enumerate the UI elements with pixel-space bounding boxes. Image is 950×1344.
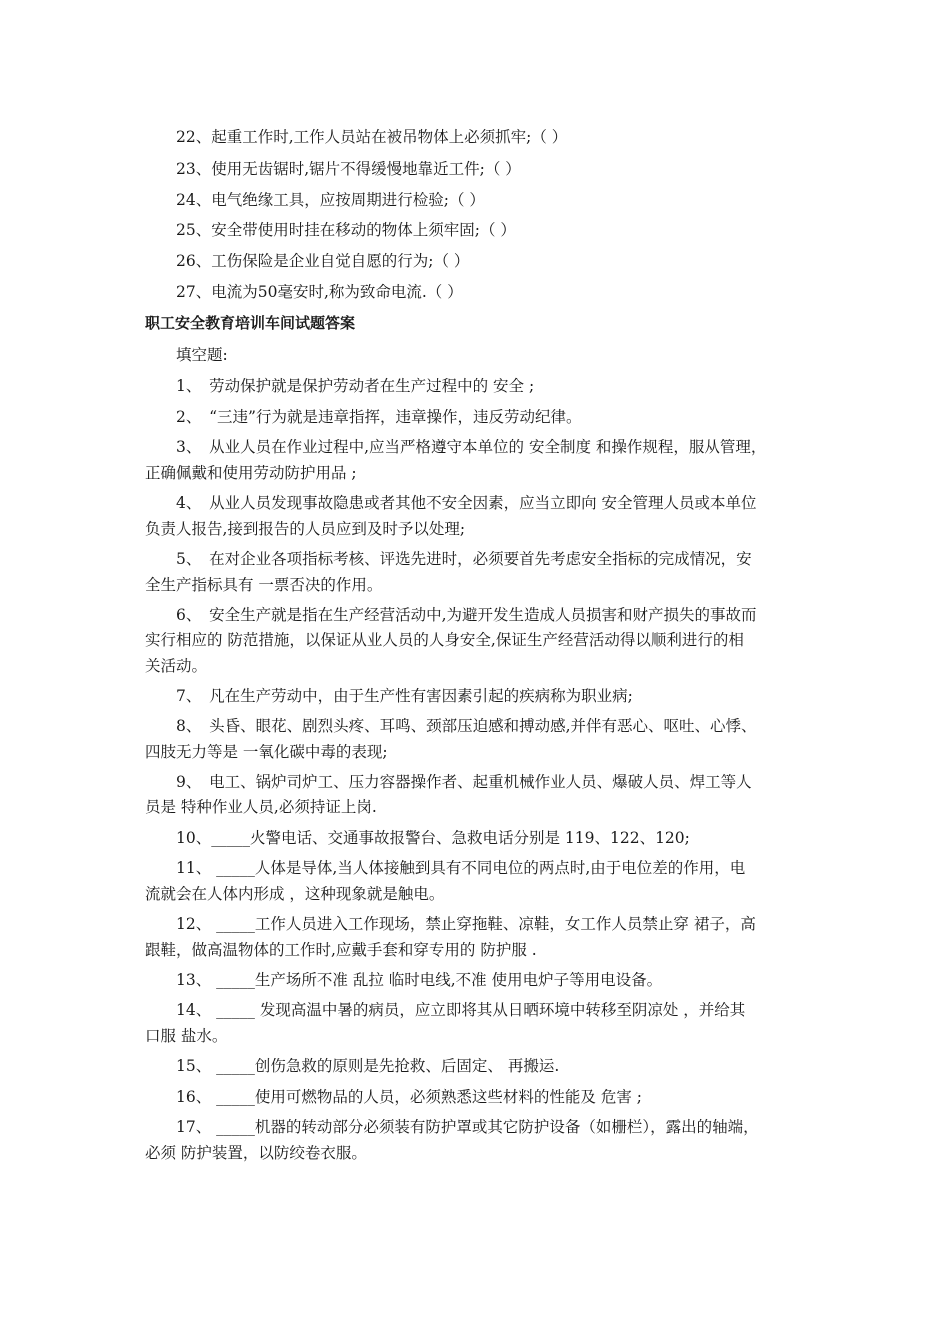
judge-item-25: 25、安全带使用时挂在移动的物体上须牢固;（ ） [176,221,516,239]
answer-5-cont: 全生产指标具有 一票否决的作用。 [145,576,383,594]
answer-2: 2、 “三违”行为就是违章指挥，违章操作，违反劳动纪律。 [176,408,582,426]
answer-5: 5、 在对企业各项指标考核、评选先进时，必须要首先考虑安全指标的完成情况，安 [176,550,752,568]
answer-3-cont: 正确佩戴和使用劳动防护用品 ; [145,464,357,482]
answer-4: 4、 从业人员发现事故隐患或者其他不安全因素，应当立即向 安全管理人员或本单位 [176,494,757,512]
answer-3: 3、 从业人员在作业过程中,应当严格遵守本单位的 安全制度 和操作规程，服从管理， [176,438,767,456]
judge-item-22: 22、起重工作时,工作人员站在被吊物体上必须抓牢;（ ） [176,128,568,146]
answer-14: 14、 _____ 发现高温中暑的病员，应立即将其从日晒环境中转移至阴凉处 ，并给其 [176,1001,746,1019]
answer-9-cont: 员是 特种作业人员,必须持证上岗. [145,798,377,816]
judge-item-27: 27、电流为50毫安时,称为致命电流.（ ） [176,283,463,301]
answer-16: 16、 _____使用可燃物品的人员，必须熟悉这些材料的性能及 危害 ; [176,1088,642,1106]
answer-1: 1、 劳动保护就是保护劳动者在生产过程中的 安全 ; [176,377,535,395]
answer-8-cont: 四肢无力等是 一氧化碳中毒的表现; [145,743,388,761]
answer-6: 6、 安全生产就是指在生产经营活动中,为避开发生造成人员损害和财产损失的事故而 [176,606,757,624]
fill-blank-label: 填空题: [176,346,228,364]
answer-9: 9、 电工、锅炉司炉工、压力容器操作者、起重机械作业人员、爆破人员、焊工等人 [176,773,752,791]
answer-17-cont: 必须 防护装置，以防绞卷衣服。 [145,1144,367,1162]
answer-11: 11、 _____人体是导体,当人体接触到具有不同电位的两点时,由于电位差的作用，电 [176,859,746,877]
answer-13: 13、 _____生产场所不准 乱拉 临时电线,不准 使用电炉子等用电设备。 [176,971,663,989]
judge-item-24: 24、电气绝缘工具，应按周期进行检验;（ ） [176,191,485,209]
answer-10: 10、_____火警电话、交通事故报警台、急救电话分别是 119、122、120; [176,829,690,847]
answer-17: 17、 _____机器的转动部分必须装有防护罩或其它防护设备（如栅栏），露出的轴端， [176,1118,759,1136]
answer-12-cont: 跟鞋，做高温物体的工作时,应戴手套和穿专用的 防护服 . [145,941,537,959]
answer-14-cont: 口服 盐水。 [145,1027,228,1045]
answer-12: 12、 _____工作人员进入工作现场，禁止穿拖鞋、凉鞋，女工作人员禁止穿 裙子，高 [176,915,756,933]
answer-11-cont: 流就会在人体内形成 ，这种现象就是触电。 [145,885,445,903]
answer-8: 8、 头昏、眼花、剧烈头疼、耳鸣、颈部压迫感和搏动感,并伴有恶心、呕吐、心悸、 [176,717,757,735]
answer-15: 15、 _____创伤急救的原则是先抢救、后固定、 再搬运. [176,1057,560,1075]
judge-item-23: 23、使用无齿锯时,锯片不得缓慢地靠近工件;（ ） [176,160,521,178]
answer-4-cont: 负责人报告,接到报告的人员应到及时予以处理; [145,520,466,538]
judge-item-26: 26、工伤保险是企业自觉自愿的行为;（ ） [176,252,470,270]
answer-heading: 职工安全教育培训车间试题答案 [145,314,356,332]
answer-6-cont-1: 实行相应的 防范措施，以保证从业人员的人身安全,保证生产经营活动得以顺利进行的相 [145,631,744,649]
answer-7: 7、 凡在生产劳动中，由于生产性有害因素引起的疾病称为职业病; [176,687,633,705]
answer-6-cont-2: 关活动。 [145,657,208,675]
